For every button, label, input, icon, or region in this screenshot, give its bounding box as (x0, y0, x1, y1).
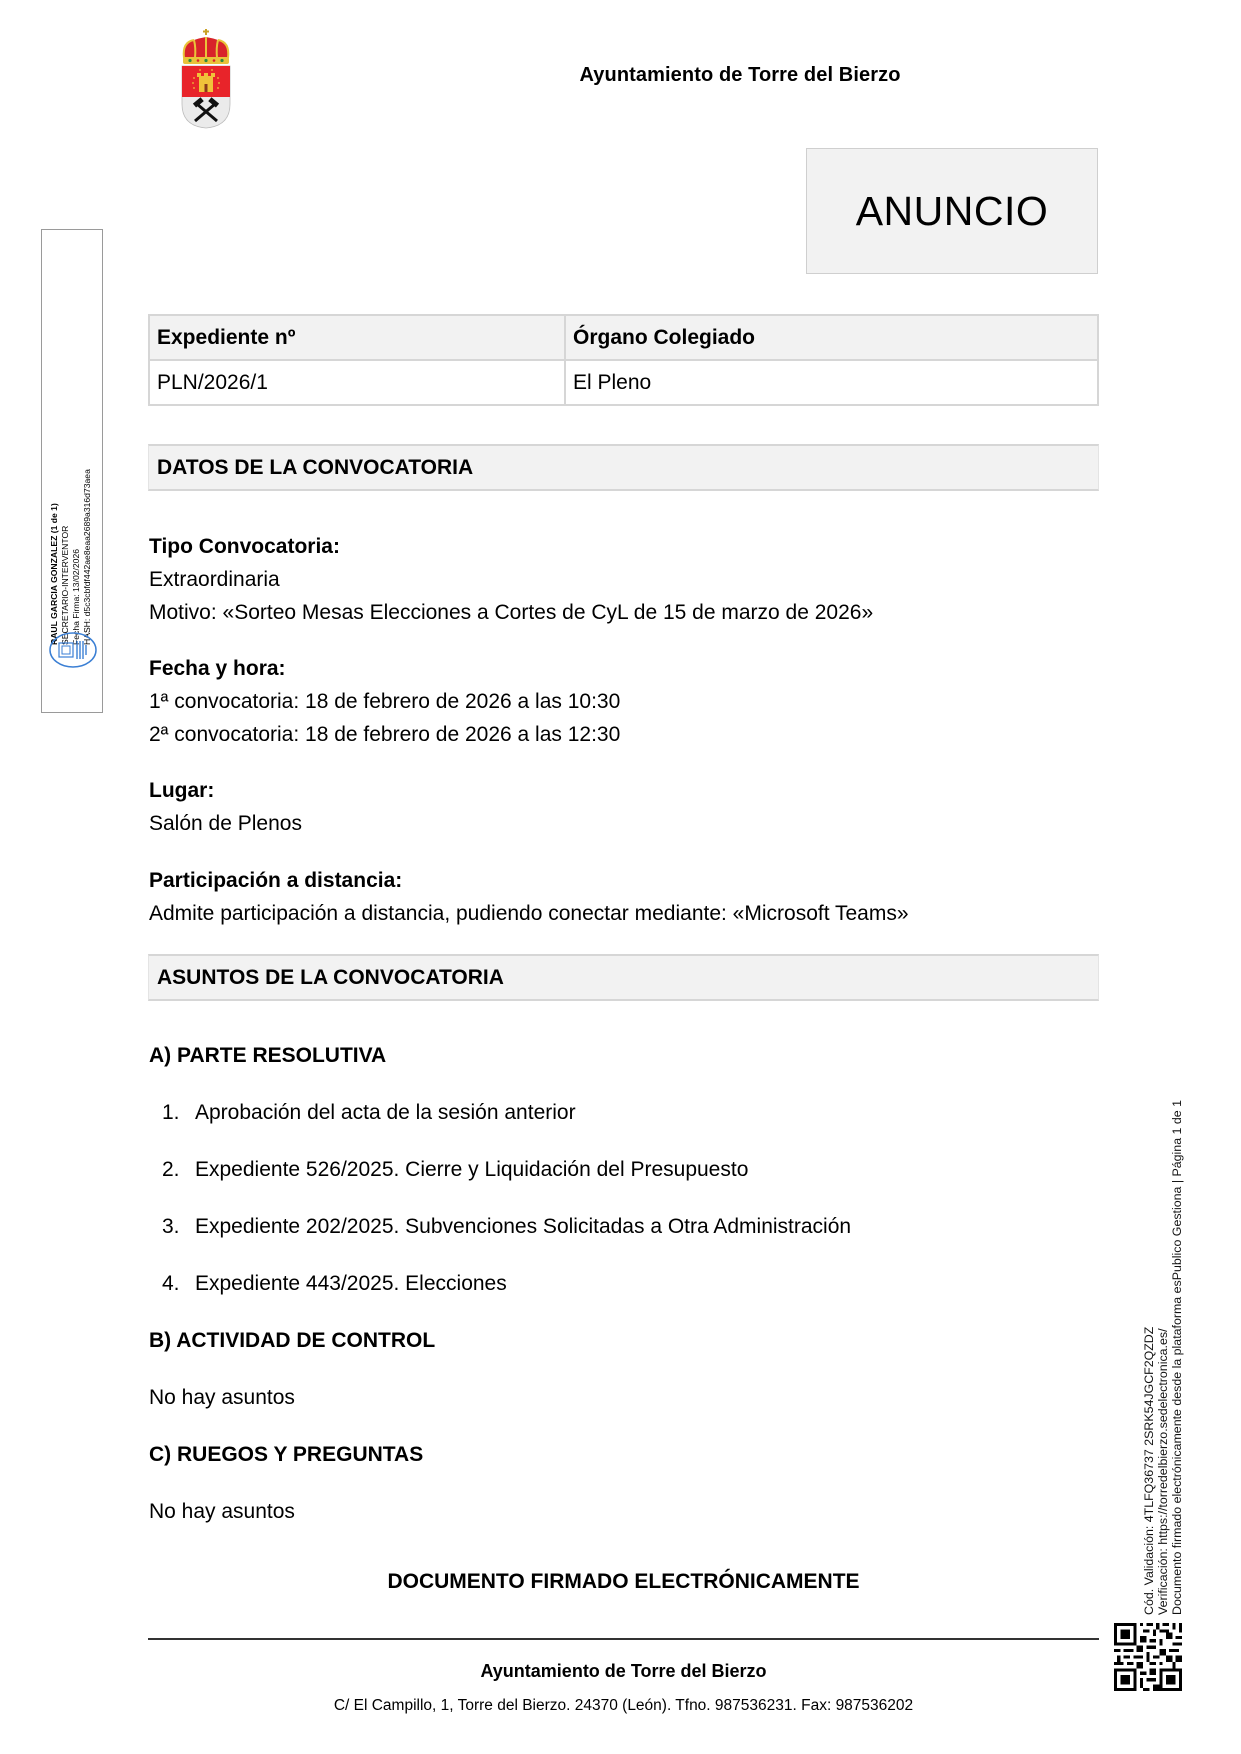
tipo-label: Tipo Convocatoria: (149, 535, 340, 558)
actividad-control-text: No hay asuntos (149, 1386, 295, 1409)
tipo-convocatoria-block (149, 530, 873, 629)
agenda-item (162, 1272, 507, 1296)
seal-icon (48, 630, 98, 670)
segunda-convocatoria: 2ª convocatoria: 18 de febrero de 2026 a las 12:30 (149, 723, 621, 746)
coat-of-arms-logo (178, 28, 234, 130)
participacion-value: Admite participación a distancia, pudiendo conectar mediante: «Microsoft Teams» (149, 902, 909, 925)
signer-name: RAUL GARCIA GONZALEZ (1 de 1) (49, 503, 59, 645)
item-text: Expediente 443/2025. Elecciones (195, 1272, 507, 1295)
item-number: 4. (162, 1272, 180, 1295)
item-number: 1. (162, 1101, 180, 1124)
lugar-label: Lugar: (149, 779, 215, 802)
footer-divider (148, 1638, 1099, 1640)
organo-value: El Pleno (565, 360, 1098, 405)
footer-address: C/ El Campillo, 1, Torre del Bierzo. 24370 (León). Tfno. 987536231. Fax: 987536202 (333, 1697, 914, 1714)
section-datos-header (148, 444, 1099, 491)
agenda-item (162, 1101, 576, 1125)
lugar-value: Salón de Plenos (149, 812, 302, 835)
signature-date: Fecha Firma: 13/02/2026 (71, 548, 81, 645)
item-text: Aprobación del acta de la sesión anterior (195, 1101, 576, 1124)
section-asuntos-header (148, 954, 1099, 1001)
item-number: 2. (162, 1158, 180, 1181)
agenda-item (162, 1215, 851, 1239)
header-expediente: Expediente nº (149, 315, 565, 360)
signature-info (49, 415, 97, 645)
ruegos-preguntas-text: No hay asuntos (149, 1500, 295, 1523)
document-type-label: ANUNCIO (855, 187, 1049, 234)
section-title: DATOS DE LA CONVOCATORIA (157, 455, 474, 479)
verification-strip (1142, 1095, 1192, 1615)
item-number: 3. (162, 1215, 180, 1238)
signature-strip (41, 229, 103, 713)
qr-code-icon (1114, 1623, 1182, 1691)
signer-role: SECRETARIO-INTERVENTOR (60, 525, 70, 645)
organization-header: Ayuntamiento de Torre del Bierzo (579, 64, 901, 86)
item-text: Expediente 526/2025. Cierre y Liquidación del Presupuesto (195, 1158, 749, 1181)
validation-code: Cód. Validación: 4TLFQ36737 2SRK54JGCF2QZDZ (1142, 1326, 1156, 1615)
agenda-item (162, 1158, 748, 1182)
item-text: Expediente 202/2025. Subvenciones Solicitadas a Otra Administración (195, 1215, 852, 1238)
table-header-row (149, 315, 1098, 360)
lugar-block (149, 774, 302, 840)
fecha-hora-block (149, 652, 620, 751)
expediente-table (148, 314, 1099, 406)
signed-notice: DOCUMENTO FIRMADO ELECTRÓNICAMENTE (387, 1570, 860, 1593)
expediente-number: PLN/2026/1 (149, 360, 565, 405)
ruegos-preguntas-title: C) RUEGOS Y PREGUNTAS (149, 1443, 424, 1466)
signature-hash: HASH: d5c3cbfdf442ae8eaa2689a316d73aea (82, 469, 92, 645)
footer-organization: Ayuntamiento de Torre del Bierzo (480, 1661, 767, 1681)
document-type-box (806, 148, 1098, 274)
primera-convocatoria: 1ª convocatoria: 18 de febrero de 2026 a las 10:30 (149, 690, 621, 713)
table-row (149, 360, 1098, 405)
parte-resolutiva-title: A) PARTE RESOLUTIVA (149, 1044, 387, 1067)
actividad-control-title: B) ACTIVIDAD DE CONTROL (149, 1329, 436, 1352)
fecha-label: Fecha y hora: (149, 657, 286, 680)
motivo-value: Motivo: «Sorteo Mesas Elecciones a Cortes de CyL de 15 de marzo de 2026» (149, 601, 874, 624)
platform-notice: Documento firmado electrónicamente desde la plataforma esPublico Gestiona | Página 1 de 1 (1170, 1100, 1184, 1615)
header-organo: Órgano Colegiado (565, 315, 1098, 360)
shield-icon (178, 28, 234, 130)
verification-url[interactable]: Verificación: https://torredelbierzo.sedelectronica.es/ (1156, 1328, 1170, 1615)
section-title: ASUNTOS DE LA CONVOCATORIA (157, 965, 504, 989)
participacion-label: Participación a distancia: (149, 869, 403, 892)
participacion-block (149, 864, 909, 930)
tipo-value: Extraordinaria (149, 568, 280, 591)
